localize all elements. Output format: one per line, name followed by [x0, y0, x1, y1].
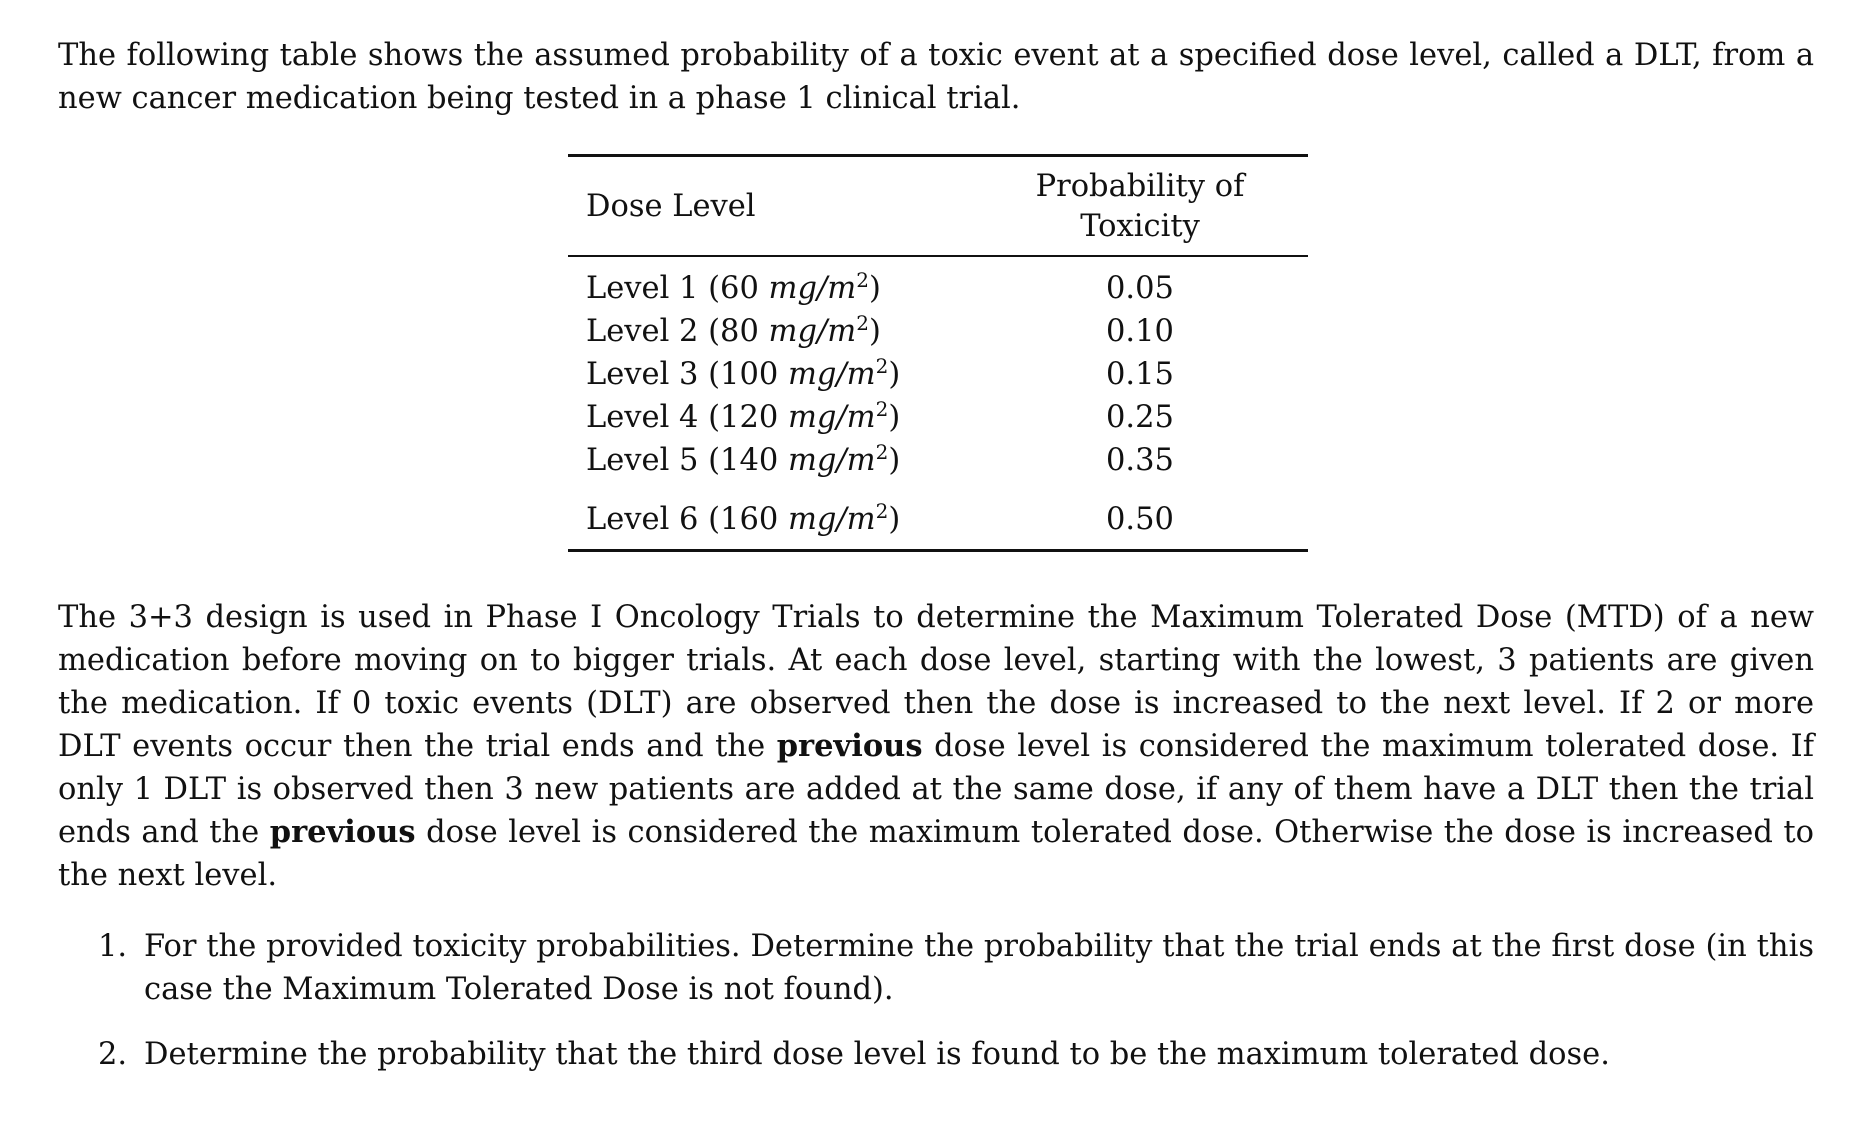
dose-level-cell: Level 1 (60 $mg/m^2$) [586, 267, 881, 306]
question-number: 2. [98, 1037, 128, 1072]
dose-level-cell: Level 2 (80 $mg/m^2$) [586, 310, 881, 349]
question-list [58, 925, 1814, 1076]
dose-toxicity-table [568, 154, 1308, 552]
emphasis-previous: previous [269, 814, 416, 850]
dose-table-container [568, 154, 1308, 552]
table-row [568, 256, 1308, 310]
table-row [568, 310, 1308, 353]
intro-paragraph: The following table shows the assumed probability of a toxic event at a specified dose level, called a DLT, from a new cancer medication being tested in a phase 1 clinical trial. [58, 38, 1814, 116]
probability-cell: 0.35 [1106, 443, 1174, 478]
design-paragraph: The 3+3 design is used in Phase I Oncology Trials to determine the Maximum Tolerated Dose (MTD) of a new medication before moving on to bigger trials. At each dose level, starting with the lowest, 3 patients are given the medication. If 0 toxic events (DLT) are observed then the dose is increased to the next level. If 2 or more DLT events occur then the trial ends and the previous dose level is considered the maximum tolerated dose. If only 1 DLT is observed then 3 new patients are added at the same dose, if any of them have a DLT then the trial ends and the previous dose level is considered the maximum tolerated dose. Otherwise the dose is increased to the next level. [58, 600, 1814, 893]
question-text: For the provided toxicity probabilities. Determine the probability that the trial ends at the first dose (in this case the Maximum Tolerated Dose is not found). [144, 929, 1814, 1007]
probability-cell: 0.10 [1106, 314, 1174, 349]
table-row [568, 353, 1308, 396]
question-text: Determine the probability that the third dose level is found to be the maximum tolerated dose. [144, 1037, 1610, 1072]
header-probability: Probability of Toxicity [1035, 169, 1245, 244]
table-row [568, 482, 1308, 551]
probability-cell: 0.50 [1106, 502, 1174, 537]
table-row [568, 396, 1308, 439]
dose-level-cell: Level 5 (140 $mg/m^2$) [586, 439, 901, 478]
dose-level-cell: Level 4 (120 $mg/m^2$) [586, 396, 901, 435]
question-item [58, 925, 1814, 1011]
probability-cell: 0.25 [1106, 400, 1174, 435]
dose-level-cell: Level 3 (100 $mg/m^2$) [586, 353, 901, 392]
question-item [58, 1033, 1814, 1076]
probability-cell: 0.05 [1106, 271, 1174, 306]
header-dose-level: Dose Level [586, 189, 756, 224]
probability-cell: 0.15 [1106, 357, 1174, 392]
emphasis-previous: previous [776, 728, 923, 764]
question-number: 1. [98, 929, 128, 964]
dose-level-cell: Level 6 (160 $mg/m^2$) [586, 498, 901, 537]
table-row [568, 439, 1308, 482]
table-header-row [568, 156, 1308, 257]
document-page [58, 34, 1814, 1098]
